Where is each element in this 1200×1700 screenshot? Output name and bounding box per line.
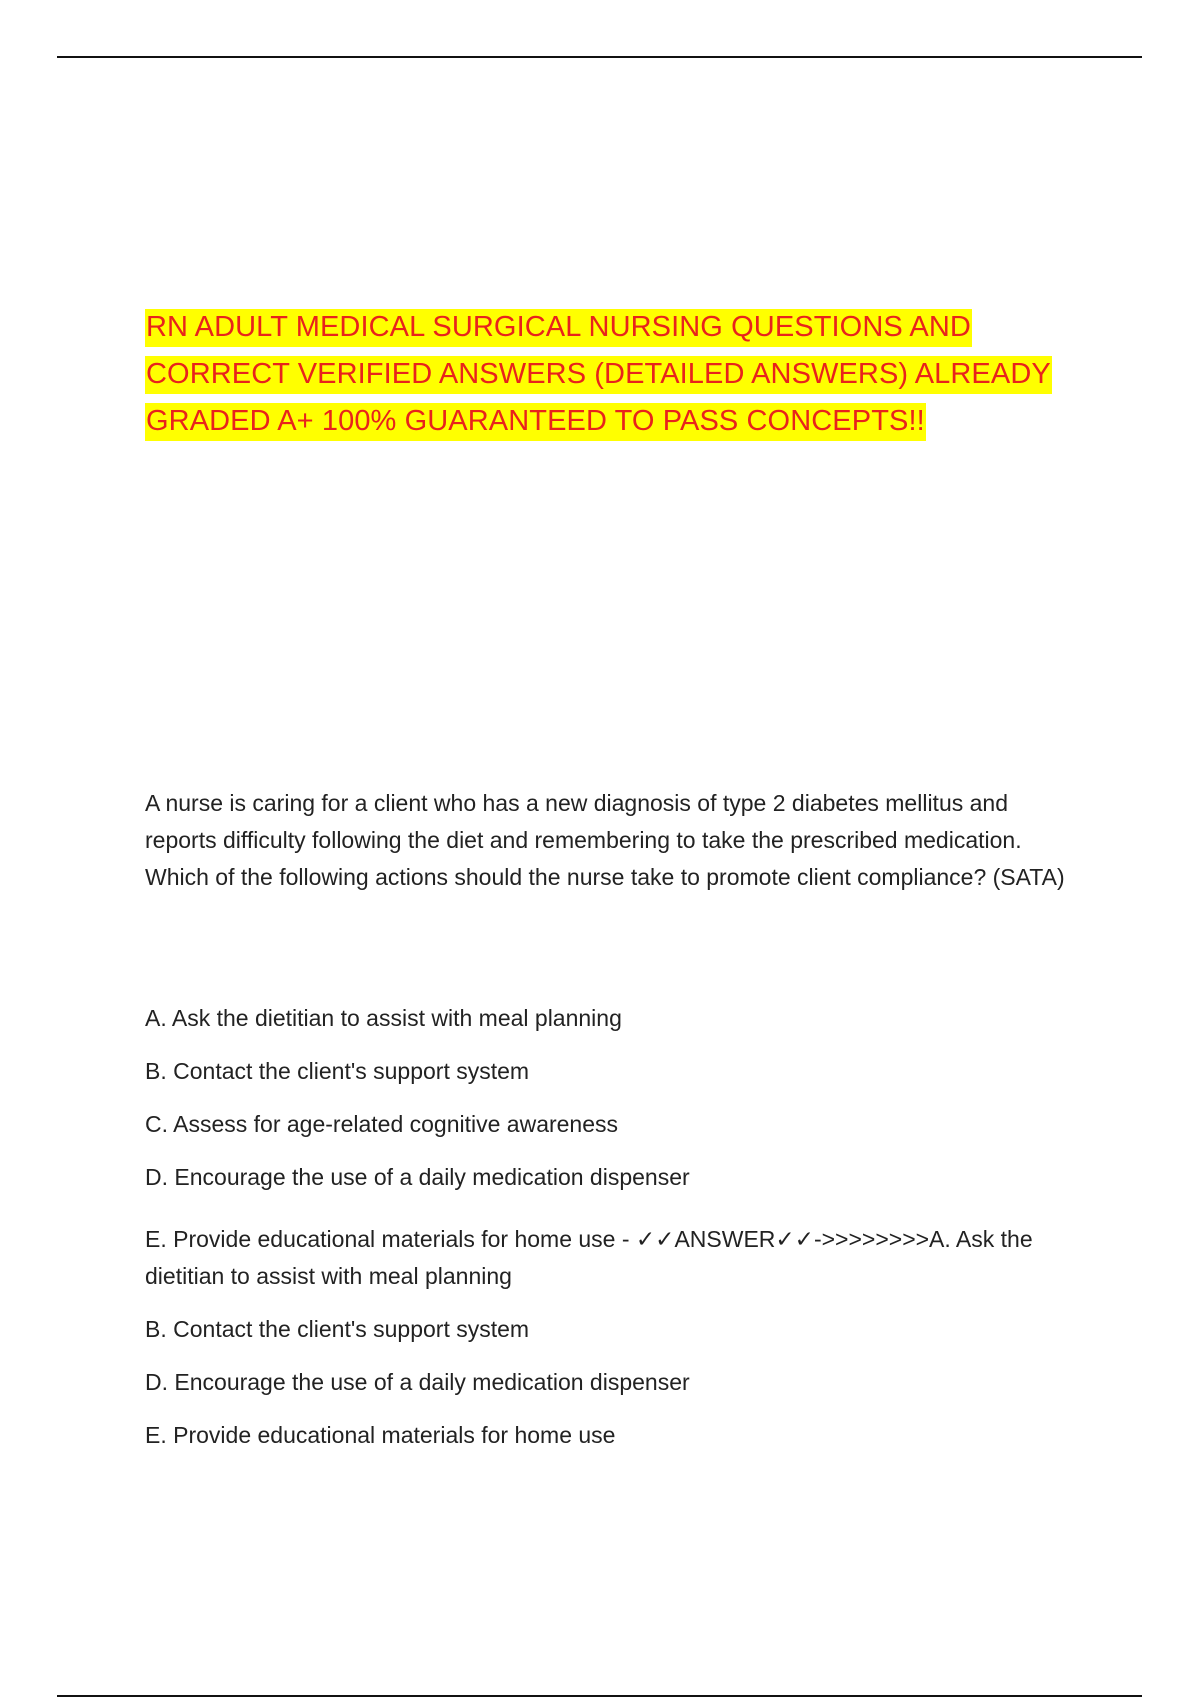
bottom-divider (57, 1695, 1142, 1697)
answer-d: D. Encourage the use of a daily medication dispenser (145, 1369, 690, 1395)
option-b: B. Contact the client's support system (145, 1058, 530, 1084)
answer-block (145, 1221, 1085, 1470)
answer-e: E. Provide educational materials for home use (145, 1422, 616, 1448)
document-title (145, 304, 1145, 445)
title-line-3: GRADED A+ 100% GUARANTEED TO PASS CONCEPTS!! (145, 403, 926, 441)
title-line-1: RN ADULT MEDICAL SURGICAL NURSING QUESTIONS AND (145, 309, 972, 347)
option-list (145, 1000, 1085, 1212)
option-d: D. Encourage the use of a daily medication dispenser (145, 1164, 690, 1190)
question-text: A nurse is caring for a client who has a new diagnosis of type 2 diabetes mellitus and reports difficulty following the diet and remembering to take the prescribed medication. Which of the following actions should the nurse take to promote client compliance? (SATA) (145, 790, 1065, 890)
top-divider (57, 56, 1142, 58)
title-line-2: CORRECT VERIFIED ANSWERS (DETAILED ANSWERS) ALREADY (145, 356, 1052, 394)
option-e-with-answer: E. Provide educational materials for home use - ✓✓ANSWER✓✓->>>>>>>>A. Ask the dietitian to assist with meal planning (145, 1226, 1033, 1289)
option-c: C. Assess for age-related cognitive awareness (145, 1111, 619, 1137)
answer-b: B. Contact the client's support system (145, 1316, 530, 1342)
option-a: A. Ask the dietitian to assist with meal planning (145, 1005, 622, 1031)
